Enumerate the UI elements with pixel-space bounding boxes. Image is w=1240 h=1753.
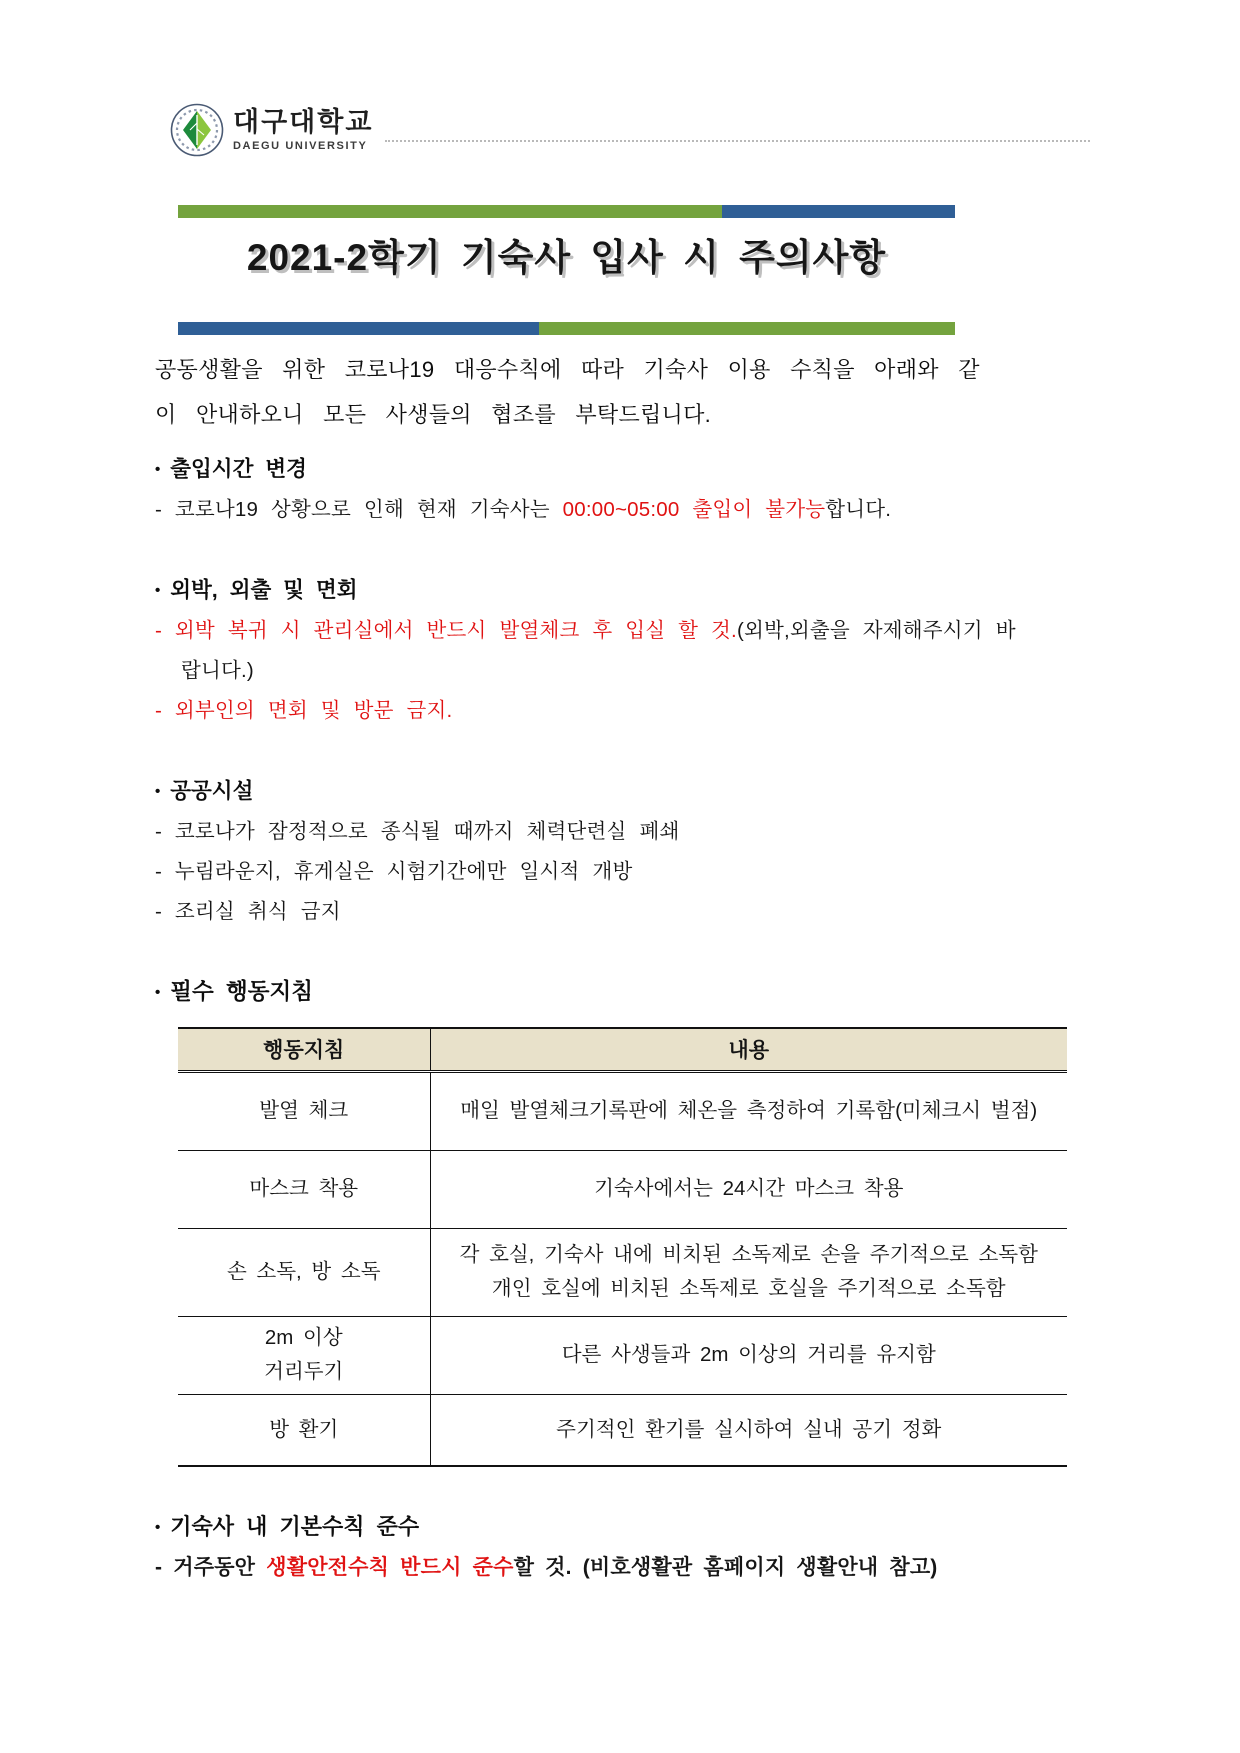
table-cell-content — [430, 1071, 1067, 1150]
bar-blue-segment — [722, 205, 955, 218]
bullet-icon: • — [155, 1519, 161, 1536]
intro-line-1: 공동생활을 위한 코로나19 대응수칙에 따라 기숙사 이용 수칙을 아래와 같 — [155, 357, 980, 382]
list-item: - 조리실 취식 금지 — [155, 900, 341, 923]
section-basic-rules — [0, 1507, 1240, 1588]
bullet-icon: • — [155, 783, 161, 800]
table-row-mask — [178, 1150, 1067, 1228]
university-name-korean: 대구대학교 — [233, 107, 374, 138]
page-title: 2021-2학기 기숙사 입사 시 주의사항 — [246, 237, 887, 278]
dotted-divider — [385, 140, 1090, 142]
table-cell-action — [178, 1316, 430, 1394]
cell-line: 방 환기 — [269, 1417, 339, 1441]
section-public-facilities — [0, 771, 1240, 932]
table-cell-action — [178, 1071, 430, 1150]
table-header-row — [178, 1028, 1067, 1071]
brand-header — [0, 0, 1240, 157]
section-heading-label: 외박, 외출 및 면회 — [170, 578, 358, 602]
table-cell-action — [178, 1150, 430, 1228]
section-entry-time — [0, 449, 1240, 530]
section-heading-label: 필수 행동지침 — [170, 979, 313, 1004]
cell-line: 각 호실, 기숙사 내에 비치된 소독제로 손을 주기적으로 소독함 — [459, 1243, 1038, 1266]
list-item: - 누림라운지, 휴게실은 시험기간에만 일시적 개방 — [155, 860, 633, 883]
cell-line: 기숙사에서는 24시간 마스크 착용 — [594, 1177, 904, 1200]
divider-bar-top — [178, 205, 955, 218]
list-item-continuation: 랍니다.) — [181, 659, 254, 682]
cell-line: 2m 이상 — [264, 1326, 343, 1349]
cell-line: 손 소독, 방 소독 — [226, 1260, 381, 1283]
table-cell-content — [430, 1316, 1067, 1394]
bullet-icon: • — [155, 461, 161, 478]
bar-blue-segment — [178, 322, 539, 335]
table-cell-content — [430, 1394, 1067, 1466]
section-heading-public-facilities — [155, 771, 1240, 812]
intro-line-2: 이 안내하오니 모든 사생들의 협조를 부탁드립니다. — [155, 402, 712, 427]
section-heading-action-guidelines — [155, 972, 1240, 1013]
table-cell-content — [430, 1228, 1067, 1316]
cell-line: 다른 사생들과 2m 이상의 거리를 유지함 — [561, 1343, 936, 1366]
list-item: - 코로나19 상황으로 인해 현재 기숙사는 00:00~05:00 출입이 불가능합니다. — [155, 498, 892, 521]
bar-green-segment — [539, 322, 955, 335]
section-heading-label: 기숙사 내 기본수칙 준수 — [170, 1514, 420, 1539]
bullet-icon: • — [155, 984, 161, 1001]
table-header-action: 행동지침 — [178, 1028, 430, 1071]
list-item: - 코로나가 잠정적으로 종식될 때까지 체력단련실 폐쇄 — [155, 820, 680, 843]
university-seal-icon — [170, 103, 224, 157]
list-item: - 외박 복귀 시 관리실에서 반드시 발열체크 후 입실 할 것.(외박,외출을 자제해주시기 바 — [155, 619, 1016, 642]
table-row-disinfection — [178, 1228, 1067, 1316]
cell-line: 마스크 착용 — [249, 1177, 359, 1200]
section-heading-label: 공공시설 — [170, 779, 254, 803]
cell-line: 개인 호실에 비치된 소독제로 호실을 주기적으로 소독함 — [491, 1277, 1006, 1300]
table-cell-content — [430, 1150, 1067, 1228]
section-heading-outing-visits — [155, 570, 1240, 611]
table-row-fever-check — [178, 1071, 1067, 1150]
table-row-ventilation — [178, 1394, 1067, 1466]
bar-green-segment — [178, 205, 722, 218]
cell-line: 주기적인 환기를 실시하여 실내 공기 정화 — [556, 1417, 942, 1441]
divider-bar-bottom — [178, 322, 955, 335]
table-cell-action — [178, 1394, 430, 1466]
table-header-content: 내용 — [430, 1028, 1067, 1071]
section-outing-visits — [0, 570, 1240, 731]
cell-line: 거리두기 — [264, 1360, 344, 1383]
cell-line: 매일 발열체크기록판에 체온을 측정하여 기록함(미체크시 벌점) — [460, 1099, 1038, 1122]
action-guideline-table — [178, 1027, 1067, 1467]
section-action-guidelines — [0, 972, 1240, 1467]
section-heading-label: 출입시간 변경 — [170, 457, 307, 481]
brand-text — [233, 108, 373, 151]
table-row-distancing — [178, 1316, 1067, 1394]
section-heading-basic-rules — [155, 1507, 1240, 1548]
bullet-icon: • — [155, 582, 161, 599]
list-item: - 거주동안 생활안전수칙 반드시 준수할 것. (비호생활관 홈페이지 생활안내 참고) — [155, 1556, 938, 1579]
table-cell-action — [178, 1228, 430, 1316]
university-name-english: DAEGU UNIVERSITY — [233, 139, 368, 152]
intro-paragraph — [155, 347, 1090, 437]
list-item: - 외부인의 면회 및 방문 금지. — [155, 699, 453, 722]
section-heading-entry-time — [155, 449, 1240, 490]
cell-line: 발열 체크 — [259, 1099, 349, 1122]
